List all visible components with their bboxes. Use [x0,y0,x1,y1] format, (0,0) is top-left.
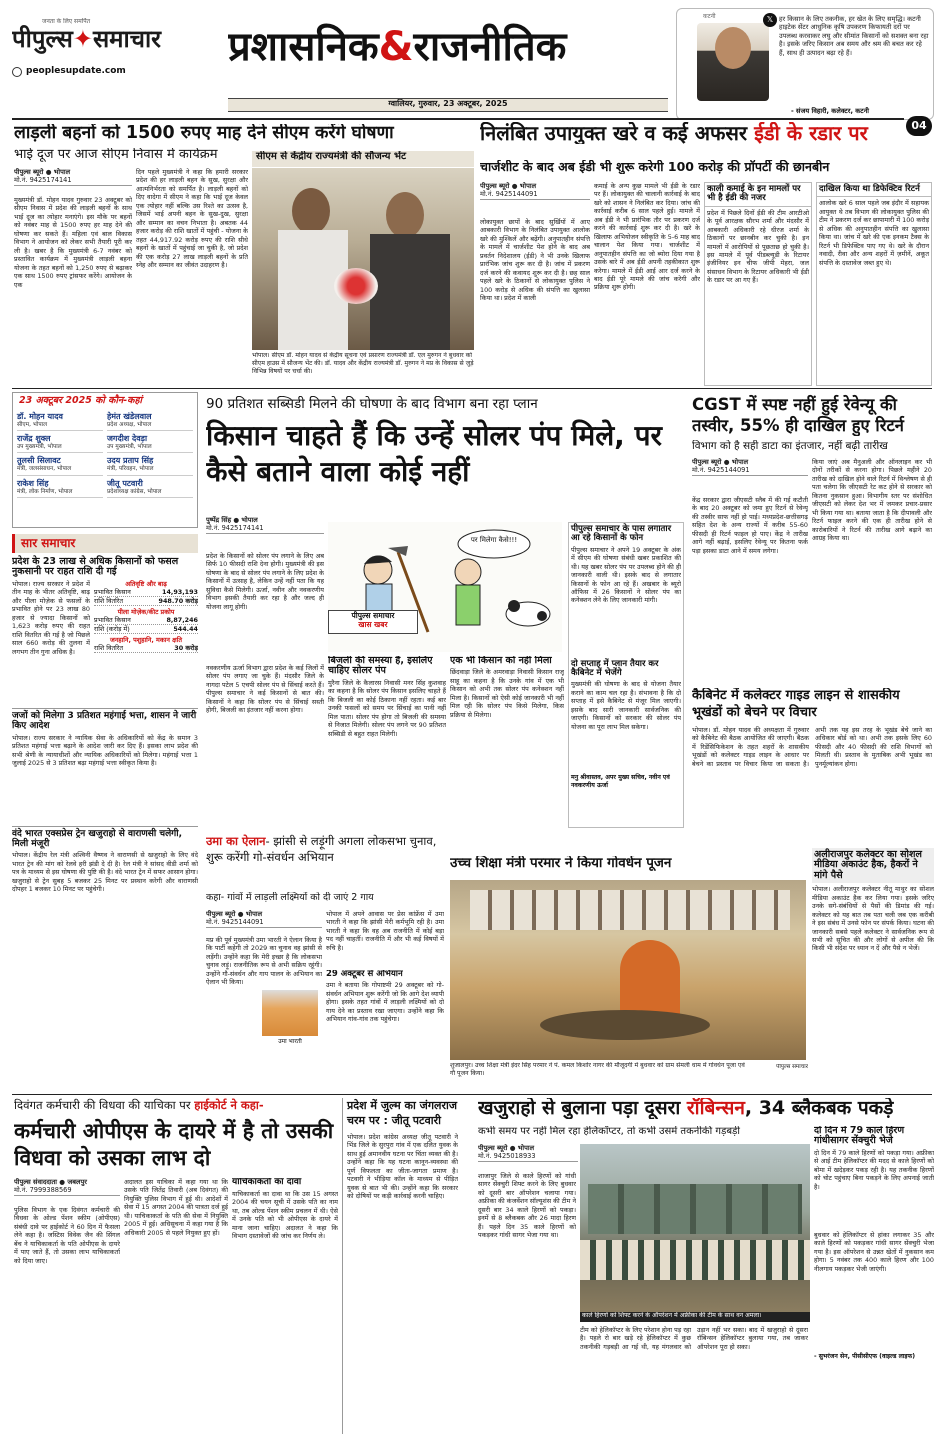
samachar-item3-title: वंदे भारत एक्सप्रेस ट्रेन खजुराहो से वाराणसी चलेगी, मिली मंजूरी [12,826,198,850]
story2-box [704,182,812,386]
samachar-table-row [94,616,198,625]
schedule-person-name: हेमंत खंडेलवाल [107,411,152,421]
story3-sub1-title: बिजली की समस्या है, इसलिए चाहिए सोलर पंप [328,656,433,677]
schedule-person-name: जीतू पटवारी [107,478,143,488]
samachar-table-cell: 948.70 करोड़ [158,596,198,605]
story3-col1: प्रदेश के किसानों को सोलर पंप लगाने के लिए अब सिर्फ 10 फीसदी राशि देना होगी। मुख्यमंत्री की इस घोषणा के बाद से सोलर पंप लगाने के लिए प्रदेश के किसानों में उत्साह है, लेकिन उन्हें नहीं पता कि यह सुविधा कैसे मिलेगी। ऊर्जा, नवीन और नवकरणीय विभाग इसकी तैयारी कर रहा है और जल्द ही योजना लागू होगी। [206,552,324,611]
schedule-person-role: उप मुख्यमंत्री, भोपाल [17,444,62,451]
cartoon-tag1: पीपुल्स समाचार [351,611,395,620]
quote-tag: कटनी [703,13,716,20]
story10-headline: खजुराहो से बुलाना पड़ा दूसरा रॉबिन्सन, 34 ब्लैकबक पकड़े [478,1098,894,1119]
story9-headline: प्रदेश में जुल्म का जंगलराज चरम पर : जीतू पटवारी [347,1099,458,1128]
samachar-t2 [94,616,198,634]
samachar-table-row [94,625,198,634]
cartoon-tags [328,610,418,634]
row3-rule [12,1094,932,1095]
story2-headline: निलंबित उपायुक्त खरे व कई अफसर ईडी के रडार पर [480,122,868,144]
collector-photo [697,23,769,101]
story10-photo [580,1144,810,1312]
schedule-person [17,478,103,498]
samachar-item2-title: जजों को मिलेगा 3 प्रतिशत महंगाई भत्ता, शासन ने जारी किए आदेश [12,708,198,732]
story2-subhead: चार्जशीट के बाद अब ईडी भी शुरू करेगी 100 करोड़ की प्रॉपर्टी की छानबीन [480,160,830,174]
schedule-person [17,411,103,431]
schedule-person [107,411,193,431]
story3-contact: मो.नं. 9425174141 [206,524,324,534]
photo1-image [252,168,474,350]
photo2-credit: पीपुल्स समाचार [776,1064,808,1070]
story2-box-title: काली कमाई के इन मामलों पर भी है ईडी की नजर [705,183,811,207]
samachar-item3-text: भोपाल। केंद्रीय रेल मंत्री अश्विनी वैष्णव ने वाराणसी से खजुराहो के लिए वंदे भारत ट्रेन की मांग को रेलवे हरी झंडी दे दी है। रेल मंत्री ने सांसद वीडी शर्मा को पत्र के माध्यम से इस घोषणा की पुष्टि की है। वंदे भारत ट्रेन में सफर आसान होगा। खजुराहो से ट्रेन सुबह 5 बजकर 25 मिनट पर प्रस्थान करेगी और वाराणसी दोपहर 1 बजकर 10 मिनट पर पहुंचेगी। [12,851,198,894]
schedule-person-name: राकेश सिंह [17,478,49,488]
samachar-table [94,580,198,700]
samachar-item1-text: भोपाल। राज्य सरकार ने प्रदेश में तीन माह के भीतर अतिवृष्टि, बाढ़ और पीला मोज़ेक से फसलों के प्रभावित होने पर 23 लाख 80 हजार से ज्यादा किसानों को 1,623 करोड़ रुपए की राहत राशि वितरित की गई है जो पिछले साल 660 करोड़ की तुलना में लगभग तीन गुना अधिक है। [12,579,90,656]
story2-byline: पीपुल्स ब्यूरो ● भोपाल [480,182,537,190]
story8-box [232,1178,338,1434]
samachar-table-cell: प्रभावित किसान [94,615,131,624]
story4-subhead: विभाग को है सही डाटा का इंतजार, नहीं बढ़ी तारीख [692,440,888,452]
schedule-person [107,433,193,453]
story1-headline: लाड़ली बहनों को 1500 रुपए माह देने सीएम करेंगे घोषणा [14,124,394,143]
samachar-table-cell: राशि वितरित [94,596,124,605]
dateline: ग्वालियर, गुरुवार, 23 अक्टूबर, 2025 [228,98,668,112]
page-number: 04 [906,116,932,136]
photo2-image [450,880,806,1060]
story10-col2: टीम को हेलिकॉप्टर के लिए परेशान होना पड़ रहा है। पहले रो बार खड़े रहे हेलिकॉप्टर में कुछ तकनीकी गड़बड़ी आ गई थी, यह मंगलवार को उड़ान नहीं भर सका। बाद में खजुराहो से दूसरा रॉबिन्सन हेलिकॉप्टर बुलाया गया, तब जाकर ऑपरेशन पूरा हो सका। [580,1326,808,1351]
story3-info2-text: मुख्यमंत्री की घोषणा के बाद से योजना तैयार कराने का काम चल रहा है। संभावना है कि दो सप्ताह में इसे कैबिनेट से मंजूर मिल जाएगी। इसके बाद सारी जानकारी सार्वजनिक की जाएगी। किसानों को सरकार की सोलर पंप योजना का पूरा लाभ मिल सकेगा। [571,680,681,731]
story8-col2: अदालत इस याचिका में कहा गया था कि उसके पति जितेंद्र तिवारी (अब दिवंगत) की नियुक्ति पुलिस विभाग में हुई थी। आदेशों में सेवा में 15 अगस्त 2004 की पात्रता दर्ज हुई थी। याचिकाकर्ता के पति की सेवा में नियुक्ति 2005 में हुई। अधिसूचना में कहा गया है कि अधिकारी 2005 से पहले नियुक्त हुए हों। [124,1178,228,1237]
samachar-item1-title: प्रदेश के 23 लाख से अधिक किसानों को फसल नुकसानी पर राहत राशि दी गई [12,556,179,578]
quote-box [676,8,934,120]
x-logo-icon: 𝕏 [763,13,777,27]
story3-byline-block [206,516,324,534]
story8-box-title: याचिकाकर्ता का दावा [232,1178,302,1187]
samachar-t1 [94,588,198,606]
header-rule [12,118,904,120]
section-left: प्रशासनिक [228,24,379,70]
schedule-title: 23 अक्टूबर 2025 को कौन-कहां [19,395,142,406]
schedule-box [12,392,198,528]
story10-byline: पीपुल्स ब्यूरो ● भोपाल [478,1144,535,1152]
story6-headline: अलीराजपुर कलेक्टर का सोशल मीडिया अकाउंट हैक, हैकरों ने मांगे पैसे [812,848,934,883]
section-title [228,22,668,74]
story4-contact: मो.नं. 9425144091 [692,466,808,476]
story9-box [342,1098,458,1434]
story3-info2-title: दो सप्ताह में प्लान तैयार कर कैबिनेट में भेजेंगे [571,658,659,679]
story3-info-title: पीपुल्स समाचार के पास लगातार आ रहे किसानों के फोन [571,524,672,544]
uma-photo [262,990,318,1036]
story1-col1: मुख्यमंत्री डॉ. मोहन यादव गुरुवार 23 अक्टूबर को सीएम निवास में प्रदेश की लाड़ली बहनों के साथ भाई दूज का त्योहार मनाएंगे। इस मौके पर बहनों को नवंबर माह से 1500 रुपए हर माह देने की घोषणा कर सकते हैं। महिला एवं बाल विकास विभाग ने आयोजन को लेकर सभी तैयारी पूरी कर ली है। खबर है कि मुख्यमंत्री 6-7 नवंबर को प्रस्तावित कार्यक्रम में मुख्यमंत्री लाड़ली बहना योजना के तहत बहनों को 1,250 रुपए से बढ़ाकर एक साथ 1500 रुपए ट्रांसफर करेंगे। आयोजन के एक [14,196,132,289]
story6-box [812,848,934,1060]
story7-box-text: उमा ने बताया कि गोपाष्टमी 29 अक्टूबर को गो-संवर्धन अभियान शुरू करेंगी जो कि आगे देश व्यापी होगा। इसके तहत गांवों में लाड़ली लक्ष्मियों को दो गाय देने का प्रस्ताव रखा जाएगा। उन्होंने कहा कि अभियान गांव-गांव तक पहुंचेगा। [326,981,444,1024]
uma-photo-label: उमा भारती [278,1038,302,1045]
story3-byline: पुष्पेंद्र सिंह ● भोपाल [206,516,258,524]
masthead [12,18,220,98]
row1-rule [12,388,932,389]
cartoon-bubble: पर मिलेगा कैसे!!! [470,536,518,544]
story2-col2: कमाई के अन्य कुछ मामले भी ईडी के रडार पर हैं। लोकायुक्त की चालानी कार्रवाई के बाद खरे को शासन ने निलंबित कर दिया। जांच की कार्रवाई करीब 6 साल पहले हुई। मामले में अब ईडी ने भी प्रारंभिक तौर पर प्रकरण दर्ज करने की कार्रवाई शुरू कर दी है। खरे के खिलाफ अभियोजन स्वीकृति के 5-6 माह बाद चालान पेश किया गया। चार्जशीट में अनुपातहीन संपत्ति का जो ब्योरा दिया गया है उसके बारे में अब ईडी अपनी तहकीकात शुरू करेगा। मामले में ईडी आई आर दर्ज करने के बाद ईडी पूरे मामले की जांच करेगी और प्रक्रिया शुरू होगी। [594,182,700,292]
samachar-t2-head: पीला मोज़ेक/कीट प्रकोप [117,607,175,616]
samachar-table-cell: 30 करोड़ [174,643,198,652]
story10-side-title: दो दिन में 79 काले हिरण गांधीसागर सेंक्चुरी भेजे [814,1126,905,1147]
story2-col1: लोकायुक्त छापों के बाद सुर्खियों में आए आबकारी विभाग के निलंबित उपायुक्त आलोक खरे की मुश्किलें और बढ़ेंगी। अनुपातहीन संपत्ति के मामले में चार्जशीट पेश होने के बाद अब प्रवर्तन निदेशालय (ईडी) ने भी उनके खिलाफ प्रारंभिक जांच शुरू कर दी है। जांच में प्रकरण दर्ज करने की कवायद शुरू कर दी है। छह साल पहले खरे के ठिकानों से लोकायुक्त पुलिस ने 100 करोड़ से अधिक की संपत्ति का खुलासा किया था। प्रदेश में काली [480,218,590,303]
story5-headline: कैबिनेट में कलेक्टर गाइड लाइन से शासकीय भूखंडों को बेचने पर विचार [692,688,900,720]
story7-contact: मो.नं. 9425144091 [206,918,322,928]
story3-info [568,522,684,828]
samachar-t1-head: अतिवृष्टि और बाढ़ [125,579,167,588]
story3-sub2-text: छिंदवाड़ा जिले के अमरवाड़ा निवासी किसान राजू साहू का कहना है कि उनके गांव में एक भी किसान को अभी तक सोलर पंप कनेक्शन नहीं मिला है। किसानों को ऐसी कोई जानकारी भी नहीं मिल रही कि सोलर पंप किसे मिलेगा, किस प्रक्रिया से मिलेगा। [450,668,564,719]
samachar-table-cell: 544.44 [173,624,198,633]
samachar-table-row [94,588,198,597]
schedule-person-role: मंत्री, परिवहन, भोपाल [107,466,154,473]
story2-box2 [816,182,932,386]
story10-col1: शाजापुर जिले से काले हिरणों को गांधी सागर सेंक्चुरी शिफ्ट करने के लिए बुधवार को दूसरी बार ऑपरेशन चलाया गया। अफ्रीका की कंजर्वेशन सॉल्यूशंस की टीम ने दूसरी बार 34 काले हिरणों को पकड़ा। इनमें से 8 ब्लैकबक और 26 मादा हिरण हैं। पहले दिन 35 काले हिरणों को पकड़कर गांधी सागर भेजा गया था। [478,1172,576,1240]
schedule-person-name: उदय प्रताप सिंह [107,456,154,466]
schedule-person-role: मंत्री, लोक निर्माण, भोपाल [17,488,73,495]
schedule-person [107,455,193,475]
story3-sub1 [328,656,446,828]
photo2-title: उच्च शिक्षा मंत्री परमार ने किया गोवर्धन पूजन [450,856,672,871]
story10-subhead: कभी समय पर नहीं मिल रहा हेलिकॉप्टर, तो कभी उसमें तकनीकी गड़बड़ी [478,1126,740,1137]
story10-side [814,1126,934,1434]
schedule-person-role: प्रदेश अध्यक्ष, भोपाल [107,421,152,428]
story8-byline-block [14,1178,120,1196]
story10-side-text2: बुधवार को हेलिकॉप्टर से हांका लगाकर 35 और काले हिरणों को पकड़कर गांधी सागर सेंक्चुरी भेजा गया है। इस ऑपरेशन से उन्नत खेतों में नुकसान कम होगा। 5 नवंबर तक 400 काले हिरण और 100 नीलगाय पकड़कर भेजी जाएंगी। [814,1230,934,1273]
samachar-table-cell: 14,93,193 [162,587,198,596]
website-link[interactable]: peoplesupdate.com [26,65,126,76]
quote-text: हर किसान के लिए तकनीक, हर खेत के लिए समृद्धि। कटनी हाइटेक सेंटर आधुनिक कृषि उपकरण किफायती दरों पर उपलब्ध करवाकर लघु और सीमांत किसानों को सशक्त बना रहा है। इसके जरिए किसान अब समय और श्रम की बचत कर रहे हैं, साथ ही उत्पादन बढ़ा रहे हैं। [779,15,929,57]
story4-col2: किया जाएं अब मैनुअली और ऑनलाइन कर भी दोनों तरीकों से करना होगा। पिछले महीने 20 तारीख को दाखिल होने वाले रिटर्न में विश्लेषण से ही पता चलेगा कि जीएसटी रेट कट होने से सरकार को कितना नुकसान हुआ। विभागीय स्तर पर संशोधित जीएसटी को लेकर देश भर में जमकर प्रचार-प्रसार भी किया गया था। बताया जाता है कि दीपावली और रिटर्न फाइल करने की एक ही तारीख होने से कारोबारियों ने रिटर्न की तारीख आगे बढ़ाने का आग्रह किया था। [812,458,932,543]
story2-box2-title: दाखिल किया था डिफेक्टिव रिटर्न [817,183,931,197]
cartoon-tag2: खास खबर [358,620,388,630]
story2-contact: मो.नं. 9425144091 [480,190,590,200]
photo1-caption: भोपाल। सीएम डॉ. मोहन यादव से केंद्रीय सूचना एवं प्रसारण राज्यमंत्री डॉ. एल मुरुगन ने बुधवार को सीएम हाउस में सौजन्य भेंट की। डॉ. यादव और केंद्रीय राज्यमंत्री डॉ. मुरुगन ने मप्र के विकास से जुड़े विभिन्न विषयों पर चर्चा की। [252,352,474,375]
schedule-person-role: सीएम, भोपाल [17,421,48,428]
samachar-table-cell: राशि वितरित [94,643,124,652]
logo-tagline: जनता के लिए समर्पित [42,18,91,25]
story10-side-text: दो दिन में 79 काले हिरणों को पकड़ा गया। अफ्रीका से आई टीम हेलिकॉप्टर की मदद से काले हिरणों को बोमा में खदेड़कर पकड़ रही है। यह तकनीक हिरणों को चोट पहुंचाए बिना पकड़ने के लिए अपनाई जाती है। [814,1148,934,1191]
story4-byline: पीपुल्स ब्यूरो ● भोपाल [692,458,749,466]
schedule-person-name: जगदीश देवड़ा [107,434,148,444]
story7-headline: उमा का ऐलान- झांसी से लड़ूंगी अगला लोकसभा चुनाव, शुरू करेंगी गो-संवर्धन अभियान [206,834,437,864]
schedule-person-role: उप मुख्यमंत्री, भोपाल [107,444,152,451]
story7-subhead: कहा- गांवों में लाड़ली लक्ष्मियों को दी जाएं 2 गाय [206,892,374,903]
photo1-title-bar: सीएम से केंद्रीय राज्यमंत्री की सौजन्य भेंट [252,151,474,167]
samachar-t3-head: जनहानि, पशुहानि, मकान क्षति [109,635,183,644]
story3-info-text: पीपुल्स समाचार ने अपने 19 अक्टूबर के अंक में सीएम की घोषणा संबंधी खबर प्रकाशित की थी। यह खबर सोलर पंप पर उपलब्ध होने की ही जानकारी वाली थी। इसके बाद से लगातार किसानों के फोन आ रहे हैं। अखबार के ब्यूरो ऑफिस में 26 किसानों ने सोलर पंप का कनेक्शन लेने के लिए जानकारी मांगी। [571,545,681,605]
story10-side-author: - सुभरंजन सेन, पीसीसीएफ (वाइल्ड लाइफ) [814,1352,916,1360]
schedule-person [17,433,103,453]
story7-byline: पीपुल्स ब्यूरो ● भोपाल [206,910,263,918]
story1-col2: दिन पहले मुख्यमंत्री ने कहा कि हमारी सरकार प्रदेश की हर लाड़ली बहन के सुख, सुरक्षा और आत्मनिर्भरता को समर्पित है। लाड़ली बहनों को दिए वादेगा में सीएम ने कहा कि भाई दूज केवल एक त्योहार नहीं बल्कि उस रिश्ते का उत्सव है, जिसमें भाई अपनी बहन के सुख-दुख, सुरक्षा और सम्मान का वचन निभाता है। अबतक 44 हजार करोड़ की राशि खातों में पहुंची - योजना के तहत 44,917.92 करोड़ रुपए की राशि सीधे बहनों के खातों में पहुंचाई जा चुकी है, जो प्रदेश की एक करोड़ 27 लाख लाड़ली बहनों के प्रति स्नेह और सम्मान का जीवंत उदाहरण है। [136,168,248,269]
story3-kicker: 90 प्रतिशत सब्सिडी मिलने की घोषणा के बाद विभाग बना रहा प्लान [206,396,538,412]
story8-kicker: दिवंगत कर्मचारी की विधवा की याचिका पर हाईकोर्ट ने कहा- [14,1098,264,1112]
story3-headline: किसान चाहते हैं कि उन्हें सोलर पंप मिले, पर कैसे बताने वाला कोई नहीं [206,419,662,488]
quote-author: - संजय विहारी, कलेक्टर, कटनी [791,107,869,115]
schedule-person-name: राजेंद्र शुक्ल [17,434,51,444]
story10-byline-block [478,1144,578,1162]
schedule-person [107,478,193,498]
story6-text: भोपाल। अलीराजपुर कलेक्टर नीतू माथुर का सोशल मीडिया अकाउंट हैक कर लिया गया। इसके जरिए उनके सगे-संबंधियों से पैसों की डिमांड की गई। कलेक्टर को यह बात तब पता चली जब एक करीबी ने इस संबंध में उनसे फोन पर संपर्क किया। घटना की जानकारी सबसे पहले कलेक्टर ने सार्वजनिक रूप से सभी को सूचित की और लोगों से अपील की कि किसी भी संदेश पर ध्यान न दें और पैसे न भेजें। [812,885,934,953]
story7-col2: भोपाल में अपने आवास पर प्रेस कांफ्रेंस में उमा भारती ने कहा कि झांसी मेरी कर्मभूमि रही है। उमा भारती ने कहा कि वह अब राजनीति में कोई बड़ा पद नहीं चाहतीं। राजनीति में और भी कई विषयों में रुचि है। [326,910,444,952]
story3-info2-author: मनु श्रीवास्तव, अपर मुख्य सचिव, नवीन एवं नवकरणीय ऊर्जा [571,774,670,790]
story1-contact: मो.नं. 9425174141 [14,176,132,186]
story7-box [326,970,444,1052]
samachar-t3 [94,644,198,653]
globe-icon [12,67,22,77]
story4-col1: केंद्र सरकार द्वारा जीएसटी स्लैब में की गई कटौती के बाद 20 अक्टूबर को जमा हुए रिटर्न से रेवेन्यू की तस्वीर साफ नहीं हो पाई। मध्यप्रदेश-छत्तीसगढ़ सहित देश के अन्य राज्यों में करीब 55-60 फीसदी ही रिटर्न फाइल हो पाए। केंद्र ने तारीख आगे नहीं बढ़ाई, इसलिए रेवेन्यू पर कितना फर्क पड़ा इसका डाटा आने में समय लगेगा। [692,496,808,555]
photo2-caption: शुजालपुर। उच्च शिक्षा मंत्री इंदर सिंह परमार ने पं. कमल किशोर नागर की मौजूदगी में बुधवार को ग्राम सेमली धाम में गोवर्धन पूजा एवं गौ पूजन किया। [450,1062,745,1077]
story8-byline: पीपुल्स संवाददाता ● जबलपुर [14,1178,87,1186]
newspaper-logo: पीपुल्स✦समाचार [12,24,162,53]
story5-text: भोपाल। डॉ. मोहन यादव की अध्यक्षता में गुरुवार को कैबिनेट की बैठक आयोजित की जाएगी। बैठक में रिडेंसिफिकेशन के तहत शहरों के शासकीय भूखंडों को कलेक्टर गाइड लाइन के आधार पर बेचने का प्रस्ताव पर विचार किया जा सकता है। अभी तक यह इस तरह के भूखंड बेचे जाने का अधिकार बोर्ड को था। अभी तक इसके लिए 60 फीसदी और 40 फीसदी की राशि विभागों को मिलती थी। प्रस्ताव के मुताबिक अभी भूखंड का पुनर्मूल्यांकन होगा। [692,726,932,768]
story7-box-title: 29 अक्टूबर से अभियान [326,970,403,979]
story4-headline: CGST में स्पष्ट नहीं हुई रेवेन्यू की तस्वीर, 55% ही दाखिल हुए रिटर्न [692,395,904,436]
story8-box-text: याचिकाकर्ता का दावा था कि उस 15 अगस्त 2004 की चयन सूची में उसके पति का नाम था, तब ओल्ड पेंशन स्कीम प्रचलन में थी। ऐसे में उनके पति को भी ओपीएस के दायरे में माना जाना चाहिए। अदालत ने कहा कि विभाग दस्तावेजों की जांच कर निर्णय ले। [232,1189,338,1241]
story3-sub2-title: एक भी किसान को नहीं मिला [450,656,552,666]
story10-contact: मो.नं. 9425018933 [478,1152,578,1162]
story1-byline: पीपुल्स ब्यूरो ● भोपाल [14,168,71,176]
story2-box-text: प्रदेश में पिछले दिनों ईडी की टीम आरटीओ के पूर्व आरक्षक सौरभ शर्मा और मंदसौर में आबकारी अधिकारी रहे धीरज शर्मा के ठिकानों पर छानबीन कर चुकी है। इन मामलों में आरोपियों से पूछताछ हो चुकी है। इस मामले में पूर्व पीडब्ल्यूडी के रिटायर इंजीनियर इन चीफ जीपी मेहरा, जल संसाधन विभाग के रिटायर अधिकारी भी ईडी के रडार पर आ गए हैं। [707,208,809,285]
samachar-tag: सार समाचार [12,534,198,553]
story1-subhead: भाई दूज पर आज सीएम निवास में कार्यक्रम [14,148,218,162]
story2-box2-text: आलोक खरे 6 साल पहले जब इंदौर में सहायक आयुक्त थे तब विभाग की लोकायुक्त पुलिस की टीम ने प्रकरण दर्ज कर छापामारी में 100 करोड़ से अधिक की अनुपातहीन संपत्ति का खुलासा किया था। जांच में खरे की एक इनकम टैक्स के रिटर्न भी डिफेक्टिव पाए गए थे। खरे के दौरान नवादी, रीवा और अन्य शहरों में ज़मीनें, अकूत संपत्ति के दस्तावेज जब्त हुए थे। [819,199,929,267]
schedule-person-role: प्रदेशाध्यक्ष कांग्रेस, भोपाल [107,488,162,495]
schedule-person [17,455,103,475]
section-right: राजनीतिक [413,24,567,70]
story10-photo-caption: काले हिरणों को शिफ्ट करने के ऑपरेशन में अफ्रीका की टीम के साथ वन अमला। [580,1312,810,1322]
schedule-person-role: मंत्री, जलसंसाधन, भोपाल [17,466,72,473]
schedule-person-name: डॉ. मोहन यादव [17,411,63,421]
samachar-table-cell: प्रभावित किसान [94,587,131,596]
schedule-person-name: तुलसी सिलावट [17,456,61,466]
story9-text: भोपाल। प्रदेश कांग्रेस अध्यक्ष जीतू पटवारी ने भिंड जिले के सुरपुरा गांव में एक दलित युवक के साथ हुई अमानवीय घटना पर चिंता व्यक्त की है। उन्होंने कहा कि यह घटना कानून-व्यवस्था की पूर्ण विफलता का जीता-जागता प्रमाण है। पटवारी ने भीड़िया कॉल के माध्यम से पीड़ित युवक से बात भी की। उन्होंने कहा कि सरकार को दोषियों पर कड़ी कार्रवाई करनी चाहिए। [347,1132,458,1200]
story3-sub1-text: मुरैना जिले के कैलारस निवासी मनर सिंह कुशवाह का कहना है कि सोलर पंप किसान इसलिए चाहते हैं कि बिजली का कोई ठिकाना नहीं रहता। कई बार उनकी फसलों को समय पर सिंचाई का पानी नहीं मिल पाता। सोलर पंप होगा तो बिजली की समस्या से निजात मिलेगी। सोलर पंप लगने पर 90 प्रतिशत सब्सिडी से बहुत राहत मिलेगी। [328,678,446,738]
section-amp: & [378,24,414,70]
story4-byline-block [692,458,808,476]
samachar-item2-text: भोपाल। राज्य सरकार ने न्यायिक सेवा के अधिकारियों को केंद्र के समान 3 प्रतिशत महंगाई भत्ता बढ़ाने के आदेश जारी कर दिए हैं। इसका लाभ प्रदेश की सभी श्रेणी के न्यायाधीशों और न्यायिक अधिकारियों को मिलेगा। महंगाई भत्ता 1 जुलाई 2025 से 3 प्रतिशत बढ़ा महंगाई भत्ता स्वीकृत किया है। [12,733,198,768]
logo-name-2: समाचार [92,24,162,53]
story8-headline: कर्मचारी ओपीएस के दायरे में है तो उसकी विधवा को उसका लाभ दो [14,1119,334,1170]
story7-col1: मप्र की पूर्व मुख्यमंत्री उमा भारती ने ऐलान किया है कि पार्टी कहेगी तो 2029 का चुनाव वह झांसी से लड़ेंगी। उन्होंने कहा कि मेरी इच्छा है कि लोकसभा चुनाव लड़ूं। राजनीतिक रूप से अभी सक्रिय रहूंगी। उन्होंने गौ-संवर्धन और गाय पालन के अभियान का ऐलान भी किया। [206,936,322,987]
samachar-table-row [94,644,198,653]
story7-byline-block [206,910,322,928]
samachar-table-cell: राशि (करोड़ में) [94,624,130,633]
story1-byline-block [14,168,132,186]
samachar-column [12,534,198,1014]
story2-byline-block [480,182,590,200]
logo-name: पीपुल्स [12,24,73,53]
story8-col1: पुलिस विभाग के एक दिवंगत कर्मचारी की विधवा के ओल्ड पेंशन स्कीम (ओपीएस) संबंधी दावे पर हाईकोर्ट ने 60 दिन में फैसला लेने कहा है। जस्टिस विवेक जैन की सिंगल बेंच ने याचिकाकर्ता के पति ओपीएस के दायरे में पाए जाते हैं, तो उसका लाभ याचिकाकर्ता को दिया जाए। [14,1206,120,1265]
samachar-table-cell: 8,87,246 [166,615,198,624]
story3-sub2 [450,656,564,828]
story3-col2: नवकरणीय ऊर्जा विभाग द्वारा प्रदेश के कई जिलों में सोलर पंप लगाए जा चुके हैं। मंदसौर जिले के नागदा पटेल 5 एचपी सोलर पंप से सिंचाई करते हैं। पीपुल्स समाचार ने कई किसानों से बात की। किसानों ने कहा कि सोलर पंप से सिंचाई सस्ती होगी, बिजली का इंतजार नहीं करना होगा। [206,664,324,715]
story8-contact: मो.नं. 7999388569 [14,1186,120,1196]
schedule-grid [13,409,197,500]
samachar-table-row [94,597,198,606]
